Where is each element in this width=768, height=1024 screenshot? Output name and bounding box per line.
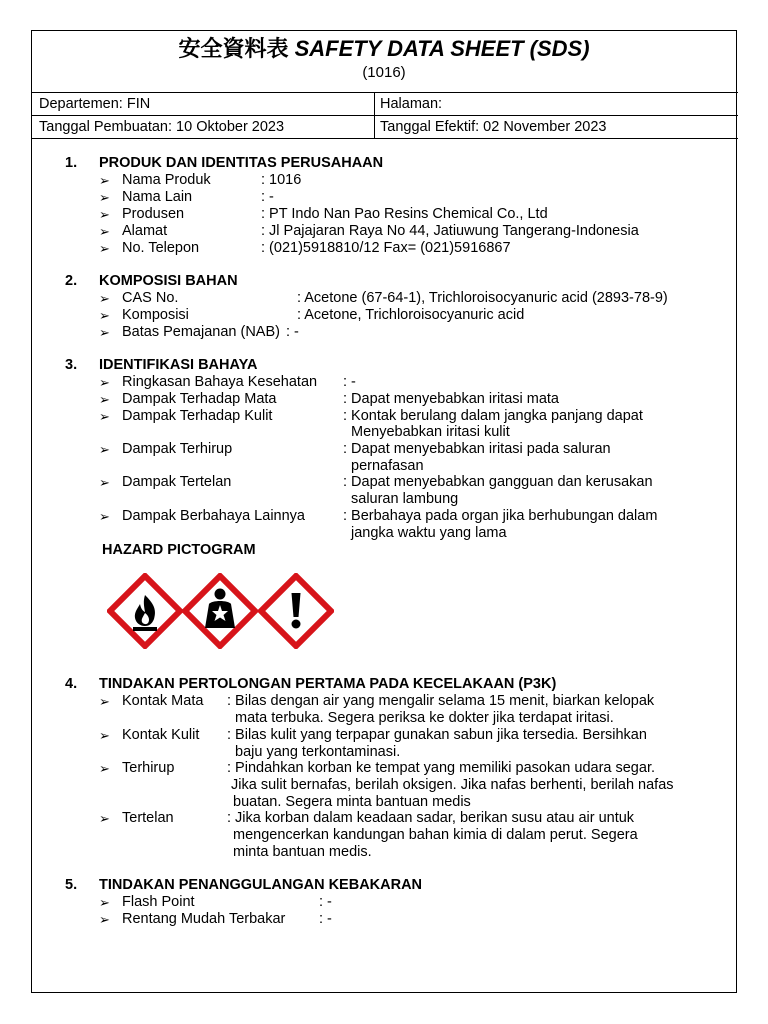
tanggal-pembuatan-field: Tanggal Pembuatan: 10 Oktober 2023	[39, 119, 285, 135]
item-value: : Jl Pajajaran Raya No 44, Jatiuwung Tangerang-Indonesia	[261, 223, 639, 239]
hazard-pictogram-heading: HAZARD PICTOGRAM	[102, 542, 256, 558]
section-title: TINDAKAN PENANGGULANGAN KEBAKARAN	[99, 877, 423, 893]
document-title	[32, 35, 736, 63]
item-label: Dampak Berbahaya Lainnya	[122, 508, 305, 524]
bullet-arrow-icon: ➢	[99, 811, 110, 826]
item-value: : Bilas dengan air yang mengalir selama 15 menit, biarkan kelopak	[227, 693, 655, 709]
item-label: Dampak Tertelan	[122, 474, 232, 490]
item-value: : Berbahaya pada organ jika berhubungan dalam	[343, 508, 658, 524]
item-value-continued: pernafasan	[351, 458, 424, 474]
section-title: IDENTIFIKASI BAHAYA	[99, 357, 258, 373]
section-title: TINDAKAN PERTOLONGAN PERTAMA PADA KECELAKAAN (P3K)	[99, 676, 557, 692]
exclamation-mark-icon	[258, 573, 334, 649]
bullet-arrow-icon: ➢	[99, 912, 110, 927]
item-value: : (021)5918810/12 Fax= (021)5916867	[261, 240, 511, 256]
bullet-arrow-icon: ➢	[99, 509, 110, 524]
item-value: : 1016	[261, 172, 302, 188]
item-label: Terhirup	[122, 760, 175, 776]
bullet-arrow-icon: ➢	[99, 694, 110, 709]
flame-icon	[107, 573, 183, 649]
item-value: : Jika korban dalam keadaan sadar, berikan susu atau air untuk	[227, 810, 635, 826]
item-value: : -	[343, 374, 356, 390]
halaman-field: Halaman:	[380, 96, 443, 112]
section-number: 1.	[65, 155, 78, 171]
item-label: Dampak Terhadap Mata	[122, 391, 277, 407]
item-value: : Bilas kulit yang terpapar gunakan sabun jika tersedia. Bersihkan	[227, 727, 647, 743]
item-value-continued: buatan. Segera minta bantuan medis	[233, 794, 471, 810]
item-label: Dampak Terhadap Kulit	[122, 408, 273, 424]
section-number: 4.	[65, 676, 78, 692]
item-value: : -	[286, 324, 299, 340]
bullet-arrow-icon: ➢	[99, 442, 110, 457]
item-value: : Dapat menyebabkan iritasi mata	[343, 391, 559, 407]
bullet-arrow-icon: ➢	[99, 308, 110, 323]
item-label: Komposisi	[122, 307, 189, 323]
section-number: 3.	[65, 357, 78, 373]
item-label: Kontak Kulit	[122, 727, 200, 743]
bullet-arrow-icon: ➢	[99, 392, 110, 407]
divider	[32, 138, 738, 139]
section-title: KOMPOSISI BAHAN	[99, 273, 238, 289]
bullet-arrow-icon: ➢	[99, 375, 110, 390]
item-value-continued: baju yang terkontaminasi.	[235, 744, 401, 760]
item-value-continued: Jika sulit bernafas, berilah oksigen. Jika nafas berhenti, berilah nafas	[231, 777, 674, 793]
item-value-continued: Menyebabkan iritasi kulit	[351, 424, 510, 440]
item-value: : -	[261, 189, 274, 205]
item-value: : Dapat menyebabkan iritasi pada saluran	[343, 441, 611, 457]
item-label: Flash Point	[122, 894, 195, 910]
bullet-arrow-icon: ➢	[99, 291, 110, 306]
title-english: SAFETY DATA SHEET (SDS)	[294, 36, 590, 61]
item-value: : -	[319, 894, 332, 910]
section-number: 2.	[65, 273, 78, 289]
bullet-arrow-icon: ➢	[99, 475, 110, 490]
item-label: Rentang Mudah Terbakar	[122, 911, 286, 927]
item-value: : Acetone (67-64-1), Trichloroisocyanuric acid (2893-78-9)	[297, 290, 668, 306]
divider	[32, 92, 738, 93]
item-value: : PT Indo Nan Pao Resins Chemical Co., Ltd	[261, 206, 548, 222]
item-label: CAS No.	[122, 290, 179, 306]
bullet-arrow-icon: ➢	[99, 241, 110, 256]
bullet-arrow-icon: ➢	[99, 325, 110, 340]
bullet-arrow-icon: ➢	[99, 409, 110, 424]
item-label: Tertelan	[122, 810, 174, 826]
item-value: : Dapat menyebabkan gangguan dan kerusakan	[343, 474, 653, 490]
health-hazard-icon	[182, 573, 258, 649]
item-value-continued: minta bantuan medis.	[233, 844, 372, 860]
departemen-field: Departemen: FIN	[39, 96, 151, 112]
item-label: No. Telepon	[122, 240, 200, 256]
item-value: : Kontak berulang dalam jangka panjang dapat	[343, 408, 643, 424]
item-value-continued: jangka waktu yang lama	[351, 525, 507, 541]
item-label: Kontak Mata	[122, 693, 204, 709]
divider	[374, 92, 375, 138]
bullet-arrow-icon: ➢	[99, 207, 110, 222]
bullet-arrow-icon: ➢	[99, 190, 110, 205]
item-value-continued: mata terbuka. Segera periksa ke dokter jika terdapat iritasi.	[235, 710, 614, 726]
item-value: : -	[319, 911, 332, 927]
item-label: Ringkasan Bahaya Kesehatan	[122, 374, 318, 390]
document-frame	[31, 30, 737, 993]
item-value-continued: mengencerkan kandungan bahan kimia di dalam perut. Segera	[233, 827, 638, 843]
title-chinese: 安全資料表	[178, 36, 289, 61]
section-number: 5.	[65, 877, 78, 893]
divider	[32, 115, 738, 116]
item-label: Produsen	[122, 206, 185, 222]
item-label: Nama Produk	[122, 172, 211, 188]
item-value: : Pindahkan korban ke tempat yang memiliki pasokan udara segar.	[227, 760, 655, 776]
bullet-arrow-icon: ➢	[99, 224, 110, 239]
item-label: Batas Pemajanan (NAB)	[122, 324, 280, 340]
item-label: Nama Lain	[122, 189, 193, 205]
item-label: Dampak Terhirup	[122, 441, 233, 457]
bullet-arrow-icon: ➢	[99, 728, 110, 743]
item-value-continued: saluran lambung	[351, 491, 459, 507]
bullet-arrow-icon: ➢	[99, 173, 110, 188]
bullet-arrow-icon: ➢	[99, 895, 110, 910]
section-title: PRODUK DAN IDENTITAS PERUSAHAAN	[99, 155, 384, 171]
product-code: (1016)	[362, 64, 406, 81]
bullet-arrow-icon: ➢	[99, 761, 110, 776]
item-value: : Acetone, Trichloroisocyanuric acid	[297, 307, 525, 323]
item-label: Alamat	[122, 223, 168, 239]
tanggal-efektif-field: Tanggal Efektif: 02 November 2023	[380, 119, 607, 135]
